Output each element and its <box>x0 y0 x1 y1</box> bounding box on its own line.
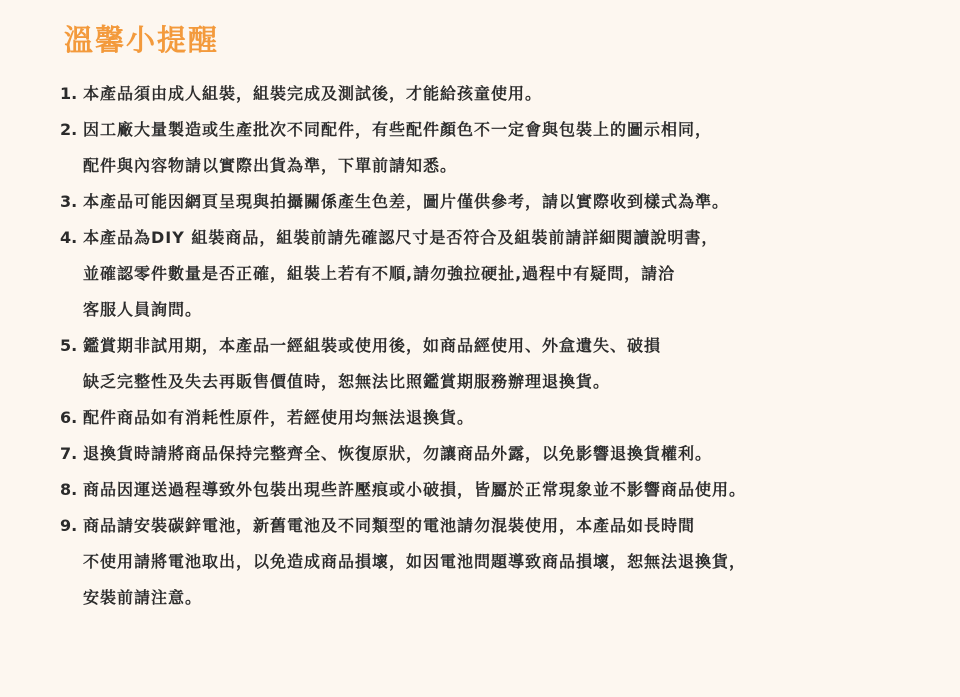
reminder-text <box>83 508 746 616</box>
reminder-number: 5. <box>60 336 78 355</box>
reminder-item-7 <box>60 436 940 472</box>
reminder-text-line: 本產品為DIY 組裝商品，組裝前請先確認尺寸是否符合及組裝前請詳細閱讀說明書， <box>83 228 719 247</box>
reminder-text <box>83 76 542 112</box>
reminder-item-4 <box>60 220 940 328</box>
reminder-item-2 <box>60 112 940 184</box>
reminder-text-line: 並確認零件數量是否正確，組裝上若有不順,請勿強拉硬扯,過程中有疑問，請洽 <box>83 264 676 283</box>
reminder-item-3 <box>60 184 940 220</box>
reminder-text-line: 客服人員詢問。 <box>83 300 203 319</box>
reminder-list <box>60 76 940 616</box>
reminder-text-line: 配件與內容物請以實際出貨為準，下單前請知悉。 <box>83 156 458 175</box>
reminder-text-line: 退換貨時請將商品保持完整齊全、恢復原狀，勿讓商品外露，以免影響退換貨權利。 <box>83 444 713 463</box>
reminder-item-6 <box>60 400 940 436</box>
reminder-text-line: 缺乏完整性及失去再販售價值時，恕無法比照鑑賞期服務辦理退換貨。 <box>83 372 611 391</box>
reminder-text <box>83 436 712 472</box>
reminder-number: 7. <box>60 444 78 463</box>
reminder-item-1 <box>60 76 940 112</box>
reminder-text-line: 本產品須由成人組裝，組裝完成及測試後，才能給孩童使用。 <box>83 84 543 103</box>
reminder-number: 2. <box>60 120 78 139</box>
reminder-text <box>83 112 712 184</box>
reminder-text <box>83 472 746 508</box>
reminder-number: 1. <box>60 84 78 103</box>
reminder-number: 4. <box>60 228 78 247</box>
reminder-text-line: 不使用請將電池取出，以免造成商品損壞，如因電池問題導致商品損壞，恕無法退換貨， <box>83 552 747 571</box>
reminder-text-line: 本產品可能因網頁呈現與拍攝關係產生色差，圖片僅供參考，請以實際收到樣式為準。 <box>83 192 730 211</box>
reminder-item-9 <box>60 508 940 616</box>
reminder-number: 6. <box>60 408 78 427</box>
reminder-item-5 <box>60 328 940 400</box>
reminder-text-line: 因工廠大量製造或生產批次不同配件，有些配件顏色不一定會與包裝上的圖示相同， <box>83 120 713 139</box>
reminder-text-line: 配件商品如有消耗性原件，若經使用均無法退換貨。 <box>83 408 475 427</box>
reminder-item-8 <box>60 472 940 508</box>
reminder-text <box>83 328 661 400</box>
reminder-text-line: 鑑賞期非試用期，本產品一經組裝或使用後，如商品經使用、外盒遺失、破損 <box>83 336 662 355</box>
reminder-text <box>83 184 729 220</box>
reminder-number: 9. <box>60 516 78 535</box>
reminder-number: 3. <box>60 192 78 211</box>
reminder-number: 8. <box>60 480 78 499</box>
reminder-text-line: 商品因運送過程導致外包裝出現些許壓痕或小破損，皆屬於正常現象並不影響商品使用。 <box>83 480 747 499</box>
reminder-text-line: 安裝前請注意。 <box>83 588 203 607</box>
reminder-text <box>83 220 718 328</box>
page-title: 溫馨小提醒 <box>64 23 220 57</box>
reminder-text-line: 商品請安裝碳鋅電池，新舊電池及不同類型的電池請勿混裝使用，本產品如長時間 <box>83 516 696 535</box>
reminder-text <box>83 400 474 436</box>
